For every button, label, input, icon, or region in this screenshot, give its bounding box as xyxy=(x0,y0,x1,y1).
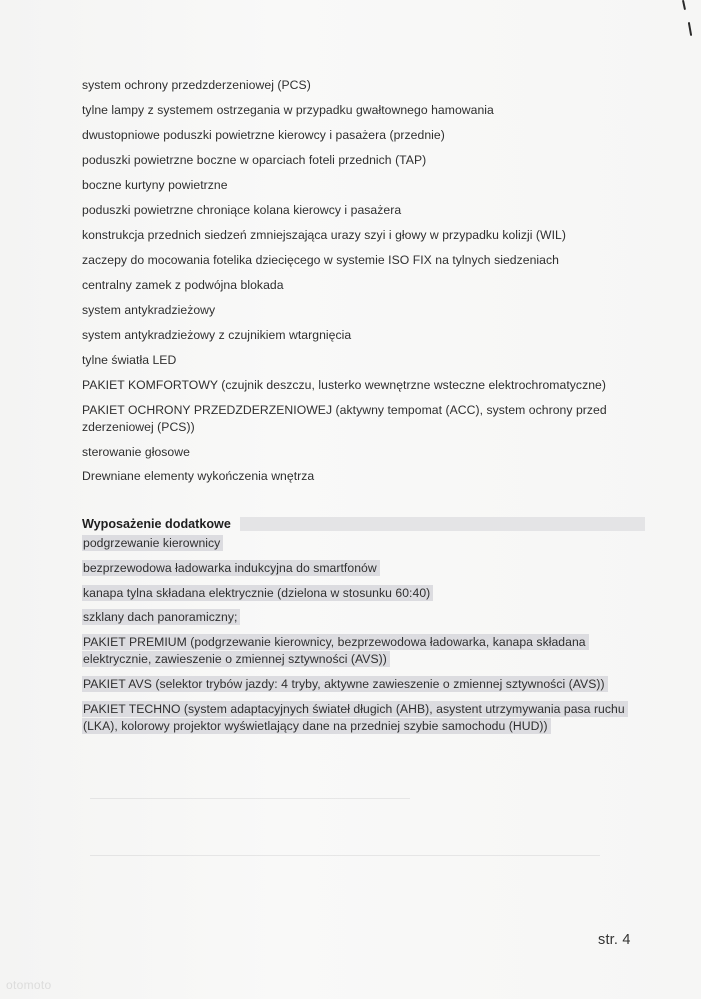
additional-item xyxy=(82,633,589,651)
pen-mark xyxy=(682,0,686,10)
additional-item-text: szklany dach panoramiczny; xyxy=(82,609,240,625)
equipment-item: PAKIET KOMFORTOWY (czujnik deszczu, lusterko wewnętrzne wsteczne elektrochromatyczne) xyxy=(82,378,606,392)
additional-item-continuation xyxy=(82,650,390,668)
additional-item xyxy=(82,700,628,718)
equipment-item: system ochrony przedzderzeniowej (PCS) xyxy=(82,78,311,92)
additional-item-text: kanapa tylna składana elektrycznie (dzielona w stosunku 60:40) xyxy=(82,585,433,601)
equipment-item-continuation: zderzeniowej (PCS)) xyxy=(82,420,195,434)
scan-artifact xyxy=(90,798,410,799)
additional-item-continuation xyxy=(82,717,551,735)
section-heading: Wyposażenie dodatkowe xyxy=(82,517,231,531)
additional-item-text: PAKIET TECHNO (system adaptacyjnych świateł długich (AHB), asystent utrzymywania pasa ruchu xyxy=(82,701,628,717)
additional-item xyxy=(82,608,240,626)
equipment-item: system antykradzieżowy xyxy=(82,303,216,317)
equipment-item: centralny zamek z podwójna blokada xyxy=(82,278,284,292)
additional-item-text: bezprzewodowa ładowarka indukcyjna do smartfonów xyxy=(82,560,380,576)
additional-item-text: (LKA), kolorowy projektor wyświetlający dane na przedniej szybie samochodu (HUD)) xyxy=(82,718,551,734)
additional-item-text: PAKIET AVS (selektor trybów jazdy: 4 tryby, aktywne zawieszenie o zmiennej sztywności (AVS)) xyxy=(82,676,608,692)
equipment-item: poduszki powietrzne chroniące kolana kierowcy i pasażera xyxy=(82,203,402,217)
heading-highlight xyxy=(240,517,645,531)
scan-artifact xyxy=(90,855,600,856)
additional-item-text: PAKIET PREMIUM (podgrzewanie kierownicy, bezprzewodowa ładowarka, kanapa składana xyxy=(82,634,589,650)
additional-item xyxy=(82,675,608,693)
equipment-item: system antykradzieżowy z czujnikiem wtargnięcia xyxy=(82,328,352,342)
equipment-item: poduszki powietrzne boczne w oparciach foteli przednich (TAP) xyxy=(82,153,427,167)
equipment-item: konstrukcja przednich siedzeń zmniejszająca urazy szyi i głowy w przypadku kolizji (WIL) xyxy=(82,228,566,242)
additional-item-text: elektrycznie, zawieszenie o zmiennej sztywności (AVS)) xyxy=(82,651,390,667)
watermark-logo: otomoto xyxy=(6,978,52,992)
additional-item xyxy=(82,559,380,577)
equipment-item: PAKIET OCHRONY PRZEDZDERZENIOWEJ (aktywny tempomat (ACC), system ochrony przed xyxy=(82,403,607,417)
equipment-item: boczne kurtyny powietrzne xyxy=(82,178,228,192)
additional-item xyxy=(82,534,223,552)
additional-item xyxy=(82,584,433,602)
equipment-item: sterowanie głosowe xyxy=(82,445,190,459)
page-number: str. 4 xyxy=(598,932,631,948)
equipment-item: Drewniane elementy wykończenia wnętrza xyxy=(82,469,315,483)
pen-mark xyxy=(688,22,692,36)
additional-item-text: podgrzewanie kierownicy xyxy=(82,535,223,551)
equipment-item: tylne światła LED xyxy=(82,353,177,367)
equipment-item: tylne lampy z systemem ostrzegania w przypadku gwałtownego hamowania xyxy=(82,103,494,117)
equipment-item: dwustopniowe poduszki powietrzne kierowcy i pasażera (przednie) xyxy=(82,128,445,142)
equipment-item: zaczepy do mocowania fotelika dziecięcego w systemie ISO FIX na tylnych siedzeniach xyxy=(82,253,559,267)
